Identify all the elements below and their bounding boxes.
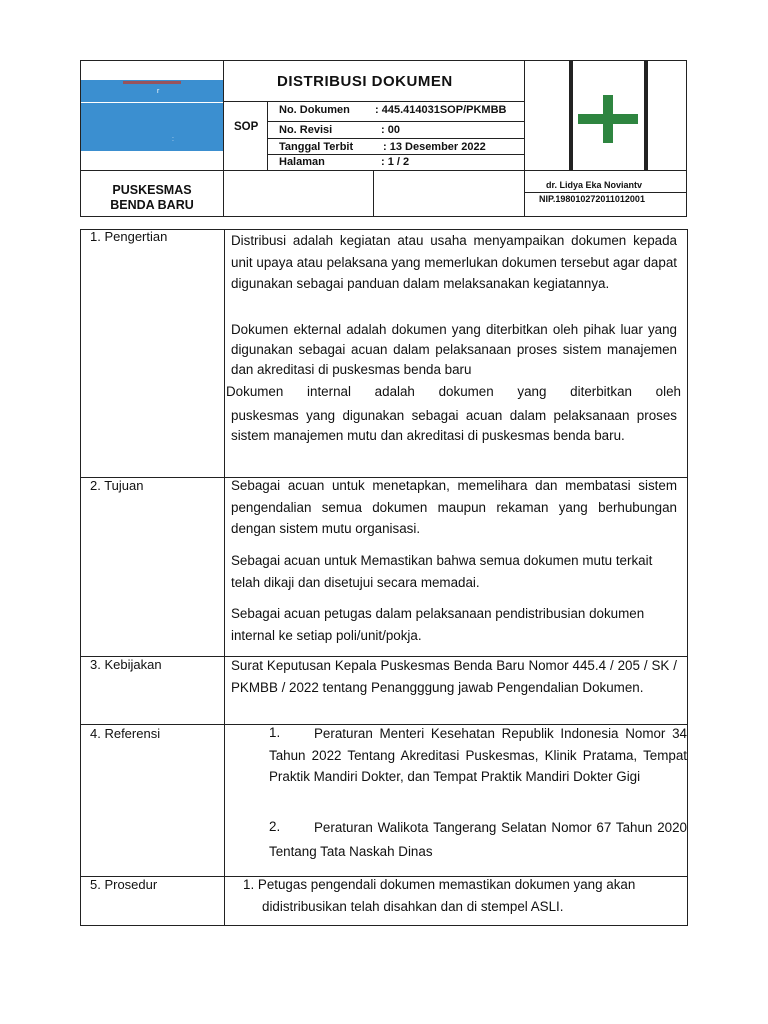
signer-name: dr. Lidya Eka Noviantv: [546, 180, 643, 190]
section-label-pengertian: 1. Pengertian: [90, 229, 168, 244]
section-label-kebijakan: 3. Kebijakan: [90, 657, 162, 672]
pengertian-paragraph-1: Distribusi adalah kegiatan atau usaha menyampaikan dokumen kepada unit upaya atau pelaksana yang memerlukan dokumen tersebut agar dapat digunakan sebagai panduan dalam melaksanakan kegiatannya.: [231, 233, 677, 291]
referensi-item-1-text: [269, 723, 687, 788]
field-label-halaman: Halaman: [279, 156, 325, 168]
pengertian-paragraph-3-rest: puskesmas yang digunakan sebagai acuan dalam pelaksanaan proses sistem manajemen mutu dan akreditasi di puskesmas benda baru.: [231, 408, 677, 443]
logo-caption-low: :: [172, 136, 174, 143]
org-name-line1: PUSKESMAS: [112, 183, 192, 197]
tujuan-paragraph-1: Sebagai acuan untuk menetapkan, memelihara dan membatasi sistem pengendalian semua dokumen maupun rekaman yang berhubungan dengan sistem mutu organisasi.: [231, 478, 677, 536]
referensi-item-1-label: Peraturan Menteri Kesehatan Republik Indonesia Nomor 34 Tahun 2022 Tentang Akreditasi Puskesmas, Klinik Pratama, Tempat Praktik Mandiri Dokter, dan Tempat Praktik Mandiri Dokter Gigi: [269, 726, 687, 784]
tujuan-paragraph-2: Sebagai acuan untuk Memastikan bahwa semua dokumen mutu terkait telah dikaji dan disetujui secara memadai.: [231, 553, 653, 590]
field-label-tanggal-terbit: Tanggal Terbit: [279, 141, 354, 153]
field-value-tanggal-terbit: : 13 Desember 2022: [383, 141, 486, 153]
section-label-referensi: 4. Referensi: [90, 726, 161, 741]
field-value-no-revisi: : 00: [381, 124, 400, 136]
pengertian-paragraph-3-line1: Dokumen internal adalah dokumen yang diterbitkan oleh: [226, 384, 681, 399]
field-label-no-dokumen: No. Dokumen: [279, 104, 350, 116]
prosedur-item-1-line2: didistribusikan telah disahkan dan di stempel ASLI.: [262, 899, 564, 914]
pengertian-paragraph-2: Dokumen ekternal adalah dokumen yang diterbitkan oleh pihak luar yang digunakan sebagai acuan dalam pelaksanaan proses sistem manajemen dan akreditasi di puskesmas benda baru: [231, 322, 677, 377]
field-value-halaman: : 1 / 2: [381, 156, 410, 168]
health-cross-icon: [578, 95, 638, 143]
org-logo-block: [81, 103, 223, 151]
field-value-no-dokumen: : 445.414031SOP/PKMBB: [375, 104, 507, 116]
logo-red-mark: [123, 81, 181, 84]
document-title: DISTRIBUSI DOKUMEN: [277, 73, 453, 90]
section-label-tujuan: 2. Tujuan: [90, 478, 144, 493]
org-name-line2: BENDA BARU: [110, 198, 194, 212]
section-label-prosedur: 5. Prosedur: [90, 877, 158, 892]
field-label-no-revisi: No. Revisi: [279, 124, 333, 136]
doc-type-label: SOP: [234, 121, 259, 133]
prosedur-item-1-line1: 1. Petugas pengendali dokumen memastikan dokumen yang akan: [243, 877, 636, 892]
tujuan-paragraph-3: Sebagai acuan petugas dalam pelaksanaan pendistribusian dokumen internal ke setiap poli/unit/pokja.: [231, 606, 645, 643]
org-name: [81, 183, 223, 213]
signer-nip: NIP.198010272011012001: [539, 194, 645, 204]
referensi-item-1-number: 1.: [269, 725, 281, 740]
kebijakan-paragraph: Surat Keputusan Kepala Puskesmas Benda Baru Nomor 445.4 / 205 / SK / PKMBB / 2022 tentang Penangggung jawab Pengendalian Dokumen.: [231, 658, 677, 695]
referensi-item-2-text: [269, 816, 687, 864]
referensi-item-2-number: 2.: [269, 819, 281, 834]
referensi-item-2-label: Peraturan Walikota Tangerang Selatan Nomor 67 Tahun 2020 Tentang Tata Naskah Dinas: [269, 820, 687, 859]
logo-caption: r: [157, 88, 160, 95]
